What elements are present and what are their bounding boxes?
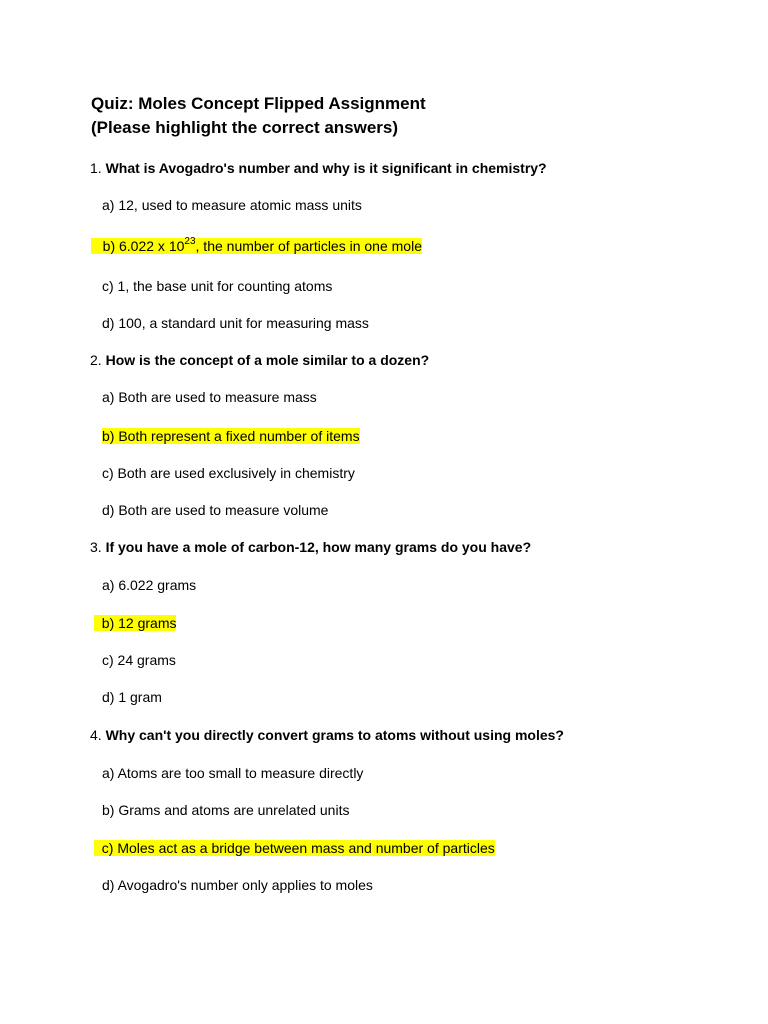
option-3b bbox=[94, 614, 176, 632]
question-text: How is the concept of a mole similar to a dozen? bbox=[105, 352, 430, 368]
question-text: Why can't you directly convert grams to atoms without using moles? bbox=[105, 727, 564, 743]
question-2 bbox=[90, 351, 429, 369]
option-1d: d) 100, a standard unit for measuring mass bbox=[102, 315, 369, 331]
option-1a: a) 12, used to measure atomic mass units bbox=[102, 197, 362, 213]
option-4d: d) Avogadro's number only applies to moles bbox=[102, 877, 373, 893]
exponent: 23 bbox=[184, 236, 196, 248]
option-4b: b) Grams and atoms are unrelated units bbox=[102, 802, 350, 818]
answer-highlight bbox=[94, 615, 176, 631]
answer-highlight bbox=[91, 238, 422, 254]
option-3c: c) 24 grams bbox=[102, 652, 176, 668]
question-3 bbox=[90, 538, 531, 556]
option-3d: d) 1 gram bbox=[102, 689, 162, 705]
question-number: 3. bbox=[90, 539, 102, 555]
option-1b bbox=[91, 237, 422, 255]
option-1c: c) 1, the base unit for counting atoms bbox=[102, 278, 333, 294]
question-text: What is Avogadro's number and why is it significant in chemistry? bbox=[105, 160, 547, 176]
question-4 bbox=[90, 726, 564, 744]
option-text-prefix: b) 6.022 x 10 bbox=[102, 238, 185, 254]
option-4a: a) Atoms are too small to measure directly bbox=[102, 765, 364, 781]
answer-highlight bbox=[94, 840, 495, 856]
option-text: b) 12 grams bbox=[101, 615, 177, 631]
option-2b bbox=[102, 427, 360, 445]
question-1 bbox=[90, 159, 547, 177]
question-number: 4. bbox=[90, 727, 102, 743]
answer-highlight: b) Both represent a fixed number of items bbox=[102, 428, 360, 444]
option-2c: c) Both are used exclusively in chemistry bbox=[102, 465, 355, 481]
option-4c bbox=[94, 839, 495, 857]
option-2a: a) Both are used to measure mass bbox=[102, 389, 317, 405]
question-text: If you have a mole of carbon-12, how many grams do you have? bbox=[105, 539, 532, 555]
option-text-suffix: , the number of particles in one mole bbox=[195, 238, 422, 254]
quiz-instructions: (Please highlight the correct answers) bbox=[91, 118, 399, 137]
question-number: 1. bbox=[90, 160, 102, 176]
question-number: 2. bbox=[90, 352, 102, 368]
quiz-title: Quiz: Moles Concept Flipped Assignment bbox=[91, 94, 426, 113]
option-text: c) Moles act as a bridge between mass and number of particles bbox=[101, 840, 495, 856]
option-2d: d) Both are used to measure volume bbox=[102, 502, 329, 518]
option-3a: a) 6.022 grams bbox=[102, 577, 197, 593]
